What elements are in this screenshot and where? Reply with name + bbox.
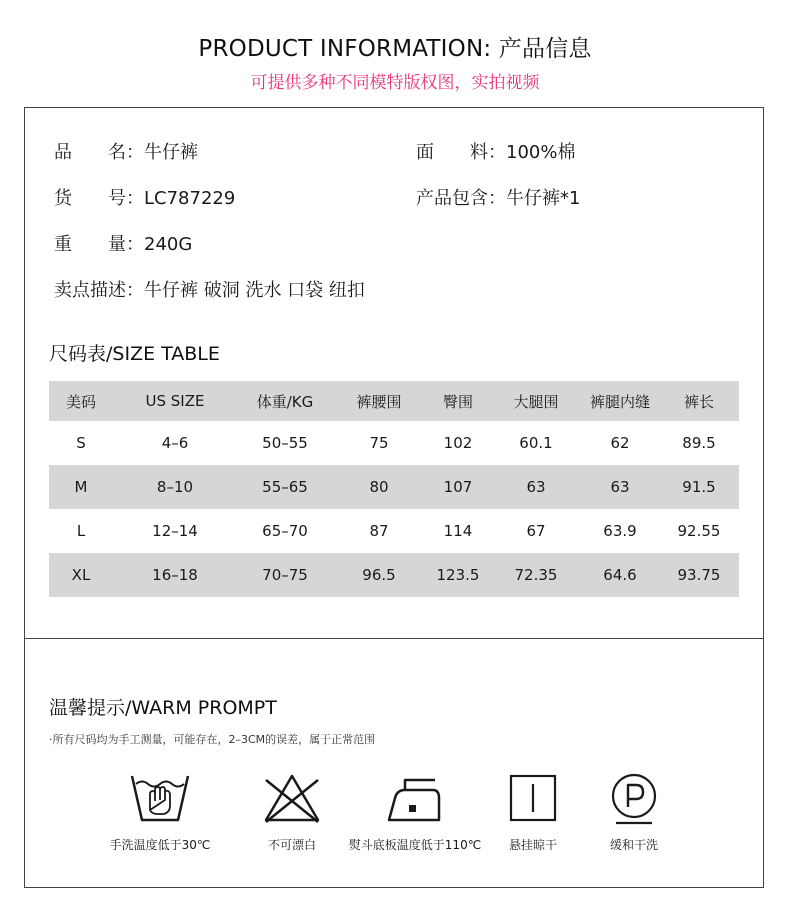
table-cell: XL	[49, 553, 113, 597]
measurement-note: ·所有尺码均为手工测量，可能存在，2–3CM的误差，属于正常范围	[49, 733, 376, 746]
dry-clean-icon	[602, 770, 666, 826]
care-label: 缓和干洗	[609, 838, 658, 852]
size-table	[49, 381, 739, 597]
table-cell: 12–14	[152, 522, 198, 540]
info-selling	[54, 276, 365, 302]
size-table-header: 裤长	[659, 381, 739, 421]
size-table-header: 臀围	[425, 381, 491, 421]
info-sku-label: 货 号：	[54, 188, 144, 209]
no-bleach-icon	[260, 770, 324, 826]
table-cell: 107	[425, 465, 491, 509]
table-cell: 87	[369, 522, 389, 540]
table-cell: 75	[369, 434, 389, 452]
table-cell: 4–6	[161, 434, 189, 452]
table-cell: L	[76, 522, 86, 540]
table-cell: 70–75	[237, 553, 333, 597]
info-name	[54, 138, 198, 164]
info-fabric-label: 面 料：	[416, 142, 506, 163]
table-cell: S	[76, 434, 86, 452]
page-subtitle: 可提供多种不同模特版权图，实拍视频	[250, 73, 540, 93]
size-table-header: 大腿围	[491, 381, 581, 421]
size-table-header: 裤腿内缝	[581, 381, 659, 421]
info-weight-value: 240G	[144, 234, 193, 255]
hand-wash-icon	[128, 770, 192, 826]
care-label: 熨斗底板温度低于110℃	[348, 838, 482, 852]
table-cell: 63.9	[603, 522, 637, 540]
hang-dry-icon	[501, 770, 565, 826]
table-cell: 93.75	[659, 553, 739, 597]
table-row	[49, 421, 739, 465]
table-cell: 80	[333, 465, 425, 509]
table-cell: 65–70	[262, 522, 308, 540]
table-cell: 92.55	[677, 522, 721, 540]
table-cell: 60.1	[519, 434, 553, 452]
care-label: 不可漂白	[267, 838, 316, 852]
table-cell: 102	[443, 434, 473, 452]
table-row	[49, 553, 739, 597]
info-name-value: 牛仔裤	[144, 142, 198, 163]
size-table-heading: 尺码表/SIZE TABLE	[49, 343, 220, 365]
info-weight	[54, 230, 192, 256]
table-cell: 67	[526, 522, 546, 540]
table-cell: 16–18	[113, 553, 237, 597]
table-cell: 50–55	[262, 434, 308, 452]
size-table-header: 美码	[49, 381, 113, 421]
info-selling-value: 牛仔裤 破洞 洗水 口袋 纽扣	[144, 280, 365, 301]
table-cell: M	[49, 465, 113, 509]
care-label: 手洗温度低于30℃	[109, 838, 211, 852]
care-item-dry-clean	[584, 770, 684, 853]
table-cell: 123.5	[425, 553, 491, 597]
page-title: PRODUCT INFORMATION: 产品信息	[198, 36, 592, 62]
table-cell: 89.5	[682, 434, 716, 452]
warm-prompt-heading: 温馨提示/WARM PROMPT	[49, 697, 277, 719]
info-sku-value: LC787229	[144, 188, 236, 209]
size-table-header: 体重/KG	[237, 381, 333, 421]
table-cell: 62	[610, 434, 630, 452]
table-cell: 64.6	[581, 553, 659, 597]
table-cell: 63	[491, 465, 581, 509]
care-item-no-bleach	[232, 770, 352, 853]
table-cell: 55–65	[237, 465, 333, 509]
info-name-label: 品 名：	[54, 142, 144, 163]
size-table-header: US SIZE	[113, 381, 237, 421]
info-package-value: 牛仔裤*1	[506, 188, 581, 209]
care-item-hand-wash	[100, 770, 220, 853]
iron-icon	[383, 770, 447, 826]
size-table-header-row	[49, 381, 739, 421]
care-item-iron	[340, 770, 490, 853]
table-cell: 72.35	[491, 553, 581, 597]
size-table-header: 裤腰围	[333, 381, 425, 421]
table-cell: 114	[443, 522, 473, 540]
info-selling-label: 卖点描述：	[54, 280, 144, 301]
table-cell: 91.5	[659, 465, 739, 509]
info-fabric-value: 100%棉	[506, 142, 576, 163]
info-package-label: 产品包含：	[416, 188, 506, 209]
info-sku	[54, 184, 235, 210]
table-row	[49, 509, 739, 553]
info-package	[416, 184, 580, 210]
table-row	[49, 465, 739, 509]
care-label: 悬挂晾干	[508, 838, 557, 852]
table-cell: 96.5	[333, 553, 425, 597]
info-weight-label: 重 量：	[54, 234, 144, 255]
table-cell: 8–10	[113, 465, 237, 509]
care-item-hang-dry	[483, 770, 583, 853]
table-cell: 63	[581, 465, 659, 509]
info-fabric	[416, 138, 575, 164]
